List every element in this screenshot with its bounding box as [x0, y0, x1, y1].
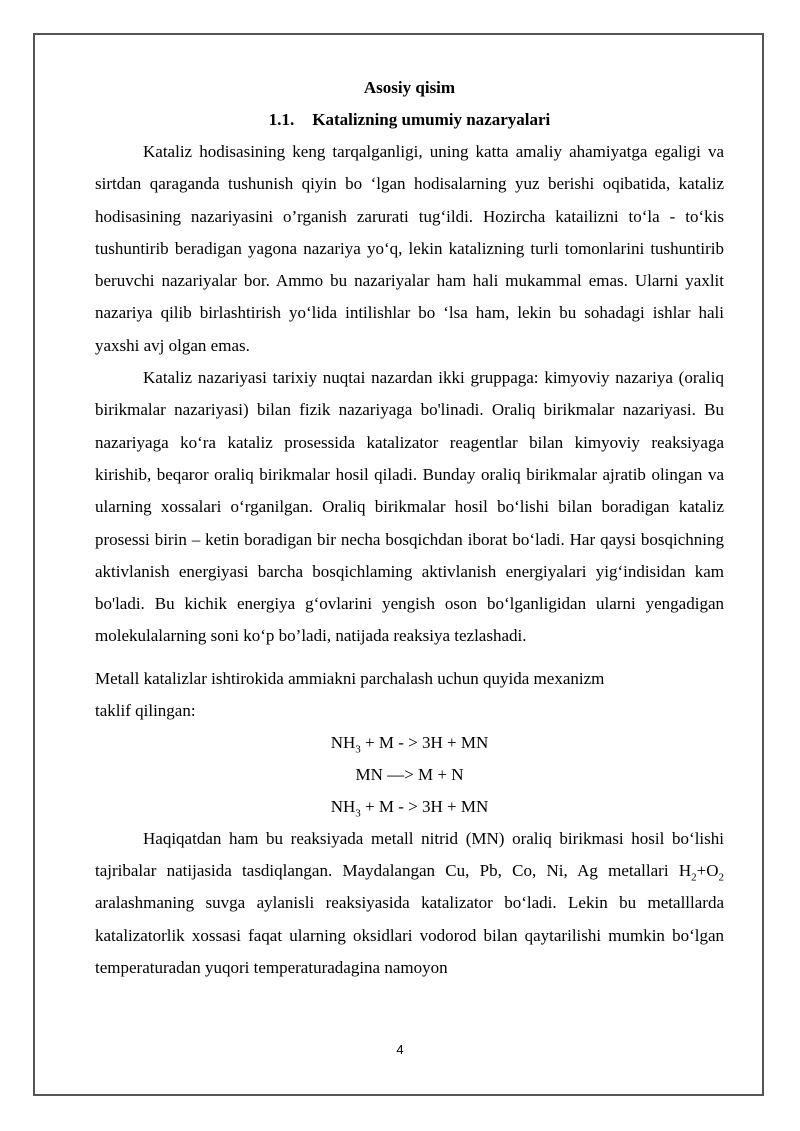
page-number: 4 [396, 1042, 404, 1057]
equation-2 [95, 759, 724, 791]
paragraph-3-subscript-1: 2 [691, 871, 697, 884]
paragraph-3-text-1: Haqiqatdan ham bu reaksiyada metall nitrid (MN) oraliq birikmasi hosil bo‘lishi tajribalar natijasida tasdiqlangan. Maydalangan Cu, Pb, Co, Ni, Ag metallari H [95, 828, 724, 881]
paragraph-3-text-3: aralashmaning suvga aylanisli reaksiyasida katalizator bo‘ladi. Lekin bu metalllarda katalizatorlik xossasi faqat ularning oksidlari vodorod bilan qaytarilishi mumkin bo‘lgan temperaturadan yuqori temperaturadagina namoyon [95, 893, 724, 977]
mechanism-intro [95, 663, 724, 727]
equation-1-subscript: 3 [355, 743, 361, 756]
paragraph-3 [95, 823, 724, 984]
equation-3 [95, 791, 724, 823]
section-number: 1.1. [268, 110, 295, 129]
equation-3-subscript: 3 [355, 807, 361, 820]
document-body [95, 72, 724, 984]
equation-3-rest: + M - > 3H + MN [360, 796, 489, 816]
paragraph-3-text-2: +O [696, 861, 719, 881]
equation-1-rest: + M - > 3H + MN [360, 732, 489, 752]
equation-3-part: NH [330, 796, 356, 816]
paragraph-3-subscript-2: 2 [718, 871, 724, 884]
page-heading: Asosiy qisim [363, 78, 456, 97]
mechanism-intro-line-2: taklif qilingan: [95, 700, 196, 720]
equation-1-part: NH [330, 732, 356, 752]
equation-2-part: MN —> M + N [355, 764, 464, 784]
paragraph-1: Kataliz hodisasining keng tarqalganligi, uning katta amaliy ahamiyatga egaligi va sirtdan qaraganda tushunish qiyin bo ‘lgan hodisalarning yuz berishi oqibatida, kataliz hodisasining nazariyasini o’rganish zarurati tug‘ildi. Hozircha katailizni to‘la - to‘kis tushuntirib beradigan yagona nazariya yo‘q, lekin katalizning turli tomonlarini tushuntirib beruvchi nazariyalar bor. Ammo bu nazariyalar ham hali mukammal emas. Ularni yaxlit nazariya qilib birlashtirish yo‘lida intilishlar bo ‘lsa ham, lekin bu sohadagi ishlar hali yaxshi avj olgan emas. [95, 142, 724, 355]
mechanism-intro-line-1: Metall katalizlar ishtirokida ammiakni parchalash uchun quyida mexanizm [95, 668, 605, 688]
section-title-text: Katalizning umumiy nazaryalari [312, 110, 551, 129]
section-title [95, 104, 724, 136]
paragraph-2: Kataliz nazariyasi tarixiy nuqtai nazardan ikki gruppaga: kimyoviy nazariya (oraliq birikmalar nazariyasi) bilan fizik nazariyaga bo'linadi. Oraliq birikmalar nazariyasi. Bu nazariyaga ko‘ra kataliz prosessida katalizator reagentlar bilan kimyoviy reaksiyaga kirishib, beqaror oraliq birikmalar hosil qiladi. Bunday oraliq birikmalar ajratib olingan va ularning xossalari o‘rganilgan. Oraliq birikmalar hosil bo‘lishi bilan boradigan kataliz prosessi birin – ketin boradigan bir necha bosqichdan iborat bo‘ladi. Har qaysi bosqichning aktivlanish energiyasi barcha bosqichlaming aktivlanish energiyalari yig‘indisidan kam bo'ladi. Bu kichik energiya g‘ovlarini yengish oson bo‘lganligidan ularni yengadigan molekulalarning soni ko‘p bo’ladi, natijada reaksiya tezlashadi. [95, 368, 724, 646]
equation-1 [95, 727, 724, 759]
